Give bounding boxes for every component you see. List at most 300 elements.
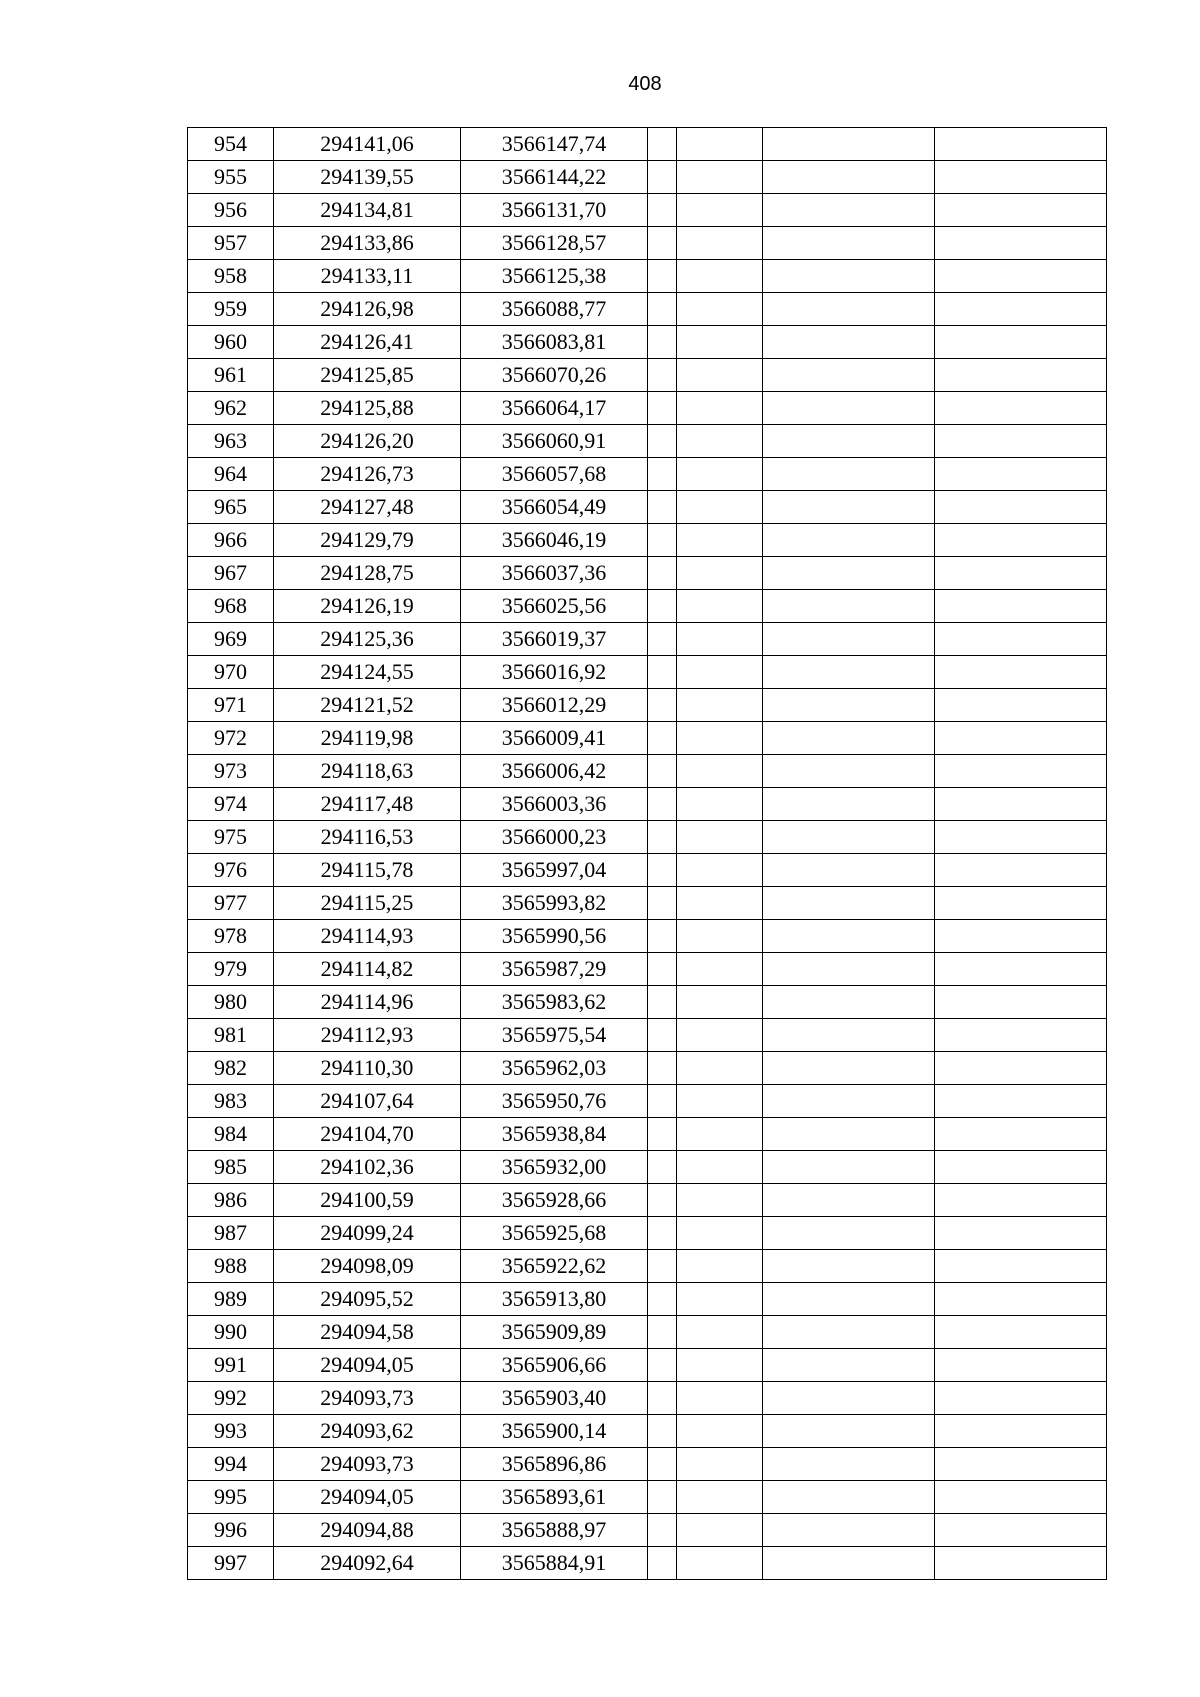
empty-cell (935, 128, 1107, 161)
table-row (188, 260, 1107, 293)
table-row (188, 1481, 1107, 1514)
x-coordinate-cell: 294129,79 (274, 524, 461, 557)
empty-cell (648, 1448, 677, 1481)
empty-cell (677, 1283, 763, 1316)
empty-cell (677, 1151, 763, 1184)
empty-cell (935, 590, 1107, 623)
table-row (188, 1217, 1107, 1250)
empty-cell (935, 1118, 1107, 1151)
point-number-cell: 966 (188, 524, 274, 557)
point-number-cell: 994 (188, 1448, 274, 1481)
empty-cell (648, 1151, 677, 1184)
table-row (188, 1382, 1107, 1415)
empty-cell (935, 1217, 1107, 1250)
table-row (188, 656, 1107, 689)
empty-cell (648, 227, 677, 260)
table-row (188, 1184, 1107, 1217)
empty-cell (935, 425, 1107, 458)
x-coordinate-cell: 294119,98 (274, 722, 461, 755)
empty-cell (763, 524, 935, 557)
empty-cell (763, 821, 935, 854)
x-coordinate-cell: 294133,86 (274, 227, 461, 260)
empty-cell (648, 557, 677, 590)
empty-cell (763, 1481, 935, 1514)
empty-cell (935, 161, 1107, 194)
point-number-cell: 983 (188, 1085, 274, 1118)
table-row (188, 854, 1107, 887)
empty-cell (935, 1151, 1107, 1184)
x-coordinate-cell: 294104,70 (274, 1118, 461, 1151)
empty-cell (677, 1250, 763, 1283)
x-coordinate-cell: 294114,82 (274, 953, 461, 986)
x-coordinate-cell: 294102,36 (274, 1151, 461, 1184)
empty-cell (648, 1019, 677, 1052)
y-coordinate-cell: 3566057,68 (461, 458, 648, 491)
empty-cell (677, 557, 763, 590)
empty-cell (935, 854, 1107, 887)
table-row (188, 194, 1107, 227)
empty-cell (648, 590, 677, 623)
coordinates-table-body (188, 128, 1107, 1580)
empty-cell (677, 1118, 763, 1151)
empty-cell (677, 623, 763, 656)
point-number-cell: 985 (188, 1151, 274, 1184)
empty-cell (677, 1481, 763, 1514)
empty-cell (677, 128, 763, 161)
y-coordinate-cell: 3566128,57 (461, 227, 648, 260)
empty-cell (648, 458, 677, 491)
empty-cell (677, 656, 763, 689)
empty-cell (677, 524, 763, 557)
empty-cell (763, 293, 935, 326)
x-coordinate-cell: 294133,11 (274, 260, 461, 293)
empty-cell (648, 293, 677, 326)
empty-cell (677, 590, 763, 623)
x-coordinate-cell: 294141,06 (274, 128, 461, 161)
empty-cell (677, 1349, 763, 1382)
empty-cell (648, 1415, 677, 1448)
empty-cell (677, 326, 763, 359)
y-coordinate-cell: 3565884,91 (461, 1547, 648, 1580)
x-coordinate-cell: 294139,55 (274, 161, 461, 194)
y-coordinate-cell: 3566125,38 (461, 260, 648, 293)
point-number-cell: 962 (188, 392, 274, 425)
table-row (188, 392, 1107, 425)
table-row (188, 1052, 1107, 1085)
empty-cell (935, 986, 1107, 1019)
empty-cell (763, 854, 935, 887)
empty-cell (763, 458, 935, 491)
table-row (188, 128, 1107, 161)
point-number-cell: 955 (188, 161, 274, 194)
empty-cell (935, 227, 1107, 260)
empty-cell (648, 689, 677, 722)
empty-cell (648, 1052, 677, 1085)
empty-cell (763, 623, 935, 656)
empty-cell (763, 755, 935, 788)
point-number-cell: 969 (188, 623, 274, 656)
empty-cell (935, 524, 1107, 557)
empty-cell (648, 1250, 677, 1283)
empty-cell (763, 326, 935, 359)
empty-cell (648, 953, 677, 986)
x-coordinate-cell: 294115,25 (274, 887, 461, 920)
empty-cell (677, 1217, 763, 1250)
empty-cell (677, 986, 763, 1019)
empty-cell (763, 887, 935, 920)
empty-cell (677, 161, 763, 194)
y-coordinate-cell: 3565990,56 (461, 920, 648, 953)
empty-cell (648, 392, 677, 425)
y-coordinate-cell: 3565950,76 (461, 1085, 648, 1118)
table-row (188, 1415, 1107, 1448)
point-number-cell: 959 (188, 293, 274, 326)
empty-cell (935, 887, 1107, 920)
x-coordinate-cell: 294092,64 (274, 1547, 461, 1580)
y-coordinate-cell: 3565987,29 (461, 953, 648, 986)
empty-cell (648, 1283, 677, 1316)
y-coordinate-cell: 3566012,29 (461, 689, 648, 722)
x-coordinate-cell: 294126,19 (274, 590, 461, 623)
x-coordinate-cell: 294114,96 (274, 986, 461, 1019)
y-coordinate-cell: 3566083,81 (461, 326, 648, 359)
empty-cell (677, 1547, 763, 1580)
empty-cell (677, 1085, 763, 1118)
point-number-cell: 970 (188, 656, 274, 689)
empty-cell (763, 1547, 935, 1580)
empty-cell (935, 1250, 1107, 1283)
empty-cell (935, 293, 1107, 326)
y-coordinate-cell: 3565932,00 (461, 1151, 648, 1184)
point-number-cell: 984 (188, 1118, 274, 1151)
table-row (188, 986, 1107, 1019)
empty-cell (763, 1019, 935, 1052)
empty-cell (763, 1184, 935, 1217)
table-row (188, 722, 1107, 755)
empty-cell (935, 326, 1107, 359)
point-number-cell: 954 (188, 128, 274, 161)
empty-cell (763, 689, 935, 722)
y-coordinate-cell: 3566000,23 (461, 821, 648, 854)
empty-cell (648, 326, 677, 359)
empty-cell (763, 1085, 935, 1118)
empty-cell (763, 260, 935, 293)
table-row (188, 1448, 1107, 1481)
point-number-cell: 988 (188, 1250, 274, 1283)
table-row (188, 788, 1107, 821)
x-coordinate-cell: 294112,93 (274, 1019, 461, 1052)
x-coordinate-cell: 294095,52 (274, 1283, 461, 1316)
empty-cell (648, 986, 677, 1019)
empty-cell (763, 1382, 935, 1415)
point-number-cell: 975 (188, 821, 274, 854)
empty-cell (677, 854, 763, 887)
table-row (188, 425, 1107, 458)
y-coordinate-cell: 3566054,49 (461, 491, 648, 524)
point-number-cell: 981 (188, 1019, 274, 1052)
empty-cell (677, 953, 763, 986)
empty-cell (677, 227, 763, 260)
y-coordinate-cell: 3565893,61 (461, 1481, 648, 1514)
empty-cell (677, 359, 763, 392)
x-coordinate-cell: 294098,09 (274, 1250, 461, 1283)
empty-cell (763, 656, 935, 689)
empty-cell (648, 755, 677, 788)
empty-cell (935, 557, 1107, 590)
empty-cell (648, 425, 677, 458)
table-row (188, 557, 1107, 590)
y-coordinate-cell: 3566064,17 (461, 392, 648, 425)
empty-cell (935, 1547, 1107, 1580)
empty-cell (763, 1217, 935, 1250)
empty-cell (648, 161, 677, 194)
empty-cell (763, 128, 935, 161)
empty-cell (935, 1415, 1107, 1448)
y-coordinate-cell: 3566016,92 (461, 656, 648, 689)
empty-cell (648, 128, 677, 161)
x-coordinate-cell: 294100,59 (274, 1184, 461, 1217)
point-number-cell: 992 (188, 1382, 274, 1415)
x-coordinate-cell: 294125,85 (274, 359, 461, 392)
empty-cell (935, 953, 1107, 986)
x-coordinate-cell: 294093,73 (274, 1382, 461, 1415)
empty-cell (935, 491, 1107, 524)
x-coordinate-cell: 294126,41 (274, 326, 461, 359)
table-row (188, 227, 1107, 260)
table-row (188, 623, 1107, 656)
empty-cell (648, 623, 677, 656)
table-row (188, 491, 1107, 524)
point-number-cell: 960 (188, 326, 274, 359)
y-coordinate-cell: 3566060,91 (461, 425, 648, 458)
point-number-cell: 967 (188, 557, 274, 590)
x-coordinate-cell: 294114,93 (274, 920, 461, 953)
x-coordinate-cell: 294110,30 (274, 1052, 461, 1085)
coordinates-table (187, 127, 1107, 1580)
point-number-cell: 990 (188, 1316, 274, 1349)
point-number-cell: 977 (188, 887, 274, 920)
empty-cell (677, 1052, 763, 1085)
empty-cell (763, 953, 935, 986)
point-number-cell: 978 (188, 920, 274, 953)
y-coordinate-cell: 3565888,97 (461, 1514, 648, 1547)
empty-cell (677, 887, 763, 920)
empty-cell (935, 689, 1107, 722)
empty-cell (763, 359, 935, 392)
empty-cell (763, 1415, 935, 1448)
empty-cell (677, 491, 763, 524)
y-coordinate-cell: 3566046,19 (461, 524, 648, 557)
table-row (188, 1019, 1107, 1052)
table-row (188, 1085, 1107, 1118)
table-row (188, 755, 1107, 788)
y-coordinate-cell: 3566025,56 (461, 590, 648, 623)
table-row (188, 821, 1107, 854)
empty-cell (935, 359, 1107, 392)
x-coordinate-cell: 294125,36 (274, 623, 461, 656)
empty-cell (935, 458, 1107, 491)
empty-cell (648, 887, 677, 920)
x-coordinate-cell: 294118,63 (274, 755, 461, 788)
empty-cell (648, 920, 677, 953)
y-coordinate-cell: 3565925,68 (461, 1217, 648, 1250)
x-coordinate-cell: 294117,48 (274, 788, 461, 821)
table-row (188, 689, 1107, 722)
empty-cell (677, 194, 763, 227)
empty-cell (763, 425, 935, 458)
empty-cell (648, 1118, 677, 1151)
point-number-cell: 993 (188, 1415, 274, 1448)
empty-cell (763, 722, 935, 755)
table-row (188, 590, 1107, 623)
empty-cell (763, 1151, 935, 1184)
empty-cell (763, 1448, 935, 1481)
table-row (188, 1316, 1107, 1349)
empty-cell (648, 1217, 677, 1250)
y-coordinate-cell: 3565983,62 (461, 986, 648, 1019)
empty-cell (763, 1283, 935, 1316)
empty-cell (935, 260, 1107, 293)
empty-cell (763, 1118, 935, 1151)
y-coordinate-cell: 3565997,04 (461, 854, 648, 887)
empty-cell (648, 1481, 677, 1514)
table-row (188, 293, 1107, 326)
empty-cell (677, 1382, 763, 1415)
empty-cell (677, 920, 763, 953)
empty-cell (763, 557, 935, 590)
empty-cell (677, 1514, 763, 1547)
point-number-cell: 995 (188, 1481, 274, 1514)
table-row (188, 1514, 1107, 1547)
empty-cell (935, 1382, 1107, 1415)
empty-cell (648, 260, 677, 293)
x-coordinate-cell: 294125,88 (274, 392, 461, 425)
empty-cell (935, 194, 1107, 227)
empty-cell (935, 392, 1107, 425)
y-coordinate-cell: 3566088,77 (461, 293, 648, 326)
table-row (188, 326, 1107, 359)
empty-cell (648, 821, 677, 854)
empty-cell (935, 788, 1107, 821)
empty-cell (935, 821, 1107, 854)
empty-cell (935, 1448, 1107, 1481)
empty-cell (763, 1514, 935, 1547)
y-coordinate-cell: 3565938,84 (461, 1118, 648, 1151)
y-coordinate-cell: 3566006,42 (461, 755, 648, 788)
x-coordinate-cell: 294126,73 (274, 458, 461, 491)
point-number-cell: 972 (188, 722, 274, 755)
table-row (188, 359, 1107, 392)
empty-cell (677, 458, 763, 491)
empty-cell (648, 1085, 677, 1118)
point-number-cell: 971 (188, 689, 274, 722)
y-coordinate-cell: 3565913,80 (461, 1283, 648, 1316)
empty-cell (935, 920, 1107, 953)
empty-cell (677, 260, 763, 293)
y-coordinate-cell: 3566009,41 (461, 722, 648, 755)
y-coordinate-cell: 3566131,70 (461, 194, 648, 227)
x-coordinate-cell: 294094,88 (274, 1514, 461, 1547)
x-coordinate-cell: 294093,73 (274, 1448, 461, 1481)
y-coordinate-cell: 3565906,66 (461, 1349, 648, 1382)
empty-cell (763, 227, 935, 260)
x-coordinate-cell: 294126,20 (274, 425, 461, 458)
table-row (188, 920, 1107, 953)
empty-cell (763, 920, 935, 953)
point-number-cell: 980 (188, 986, 274, 1019)
table-row (188, 458, 1107, 491)
empty-cell (677, 722, 763, 755)
empty-cell (763, 161, 935, 194)
page-number: 408 (628, 73, 662, 95)
empty-cell (763, 194, 935, 227)
x-coordinate-cell: 294093,62 (274, 1415, 461, 1448)
y-coordinate-cell: 3566003,36 (461, 788, 648, 821)
x-coordinate-cell: 294107,64 (274, 1085, 461, 1118)
empty-cell (648, 656, 677, 689)
empty-cell (763, 1316, 935, 1349)
empty-cell (763, 986, 935, 1019)
empty-cell (648, 1184, 677, 1217)
point-number-cell: 989 (188, 1283, 274, 1316)
point-number-cell: 982 (188, 1052, 274, 1085)
point-number-cell: 974 (188, 788, 274, 821)
table-row (188, 524, 1107, 557)
table-row (188, 1283, 1107, 1316)
point-number-cell: 979 (188, 953, 274, 986)
empty-cell (677, 1415, 763, 1448)
table-row (188, 161, 1107, 194)
empty-cell (935, 722, 1107, 755)
point-number-cell: 996 (188, 1514, 274, 1547)
empty-cell (935, 1283, 1107, 1316)
empty-cell (648, 491, 677, 524)
y-coordinate-cell: 3566144,22 (461, 161, 648, 194)
table-row (188, 1349, 1107, 1382)
empty-cell (935, 1085, 1107, 1118)
point-number-cell: 976 (188, 854, 274, 887)
point-number-cell: 961 (188, 359, 274, 392)
empty-cell (677, 1448, 763, 1481)
empty-cell (677, 689, 763, 722)
y-coordinate-cell: 3565903,40 (461, 1382, 648, 1415)
empty-cell (677, 788, 763, 821)
empty-cell (935, 755, 1107, 788)
empty-cell (935, 1019, 1107, 1052)
point-number-cell: 997 (188, 1547, 274, 1580)
empty-cell (648, 854, 677, 887)
empty-cell (677, 755, 763, 788)
empty-cell (763, 788, 935, 821)
empty-cell (677, 293, 763, 326)
empty-cell (935, 1514, 1107, 1547)
x-coordinate-cell: 294099,24 (274, 1217, 461, 1250)
x-coordinate-cell: 294128,75 (274, 557, 461, 590)
y-coordinate-cell: 3566147,74 (461, 128, 648, 161)
empty-cell (677, 425, 763, 458)
table-row (188, 953, 1107, 986)
empty-cell (935, 656, 1107, 689)
empty-cell (763, 1052, 935, 1085)
empty-cell (648, 1316, 677, 1349)
empty-cell (677, 1184, 763, 1217)
empty-cell (648, 524, 677, 557)
point-number-cell: 991 (188, 1349, 274, 1382)
y-coordinate-cell: 3565896,86 (461, 1448, 648, 1481)
point-number-cell: 958 (188, 260, 274, 293)
table-row (188, 887, 1107, 920)
x-coordinate-cell: 294094,05 (274, 1481, 461, 1514)
